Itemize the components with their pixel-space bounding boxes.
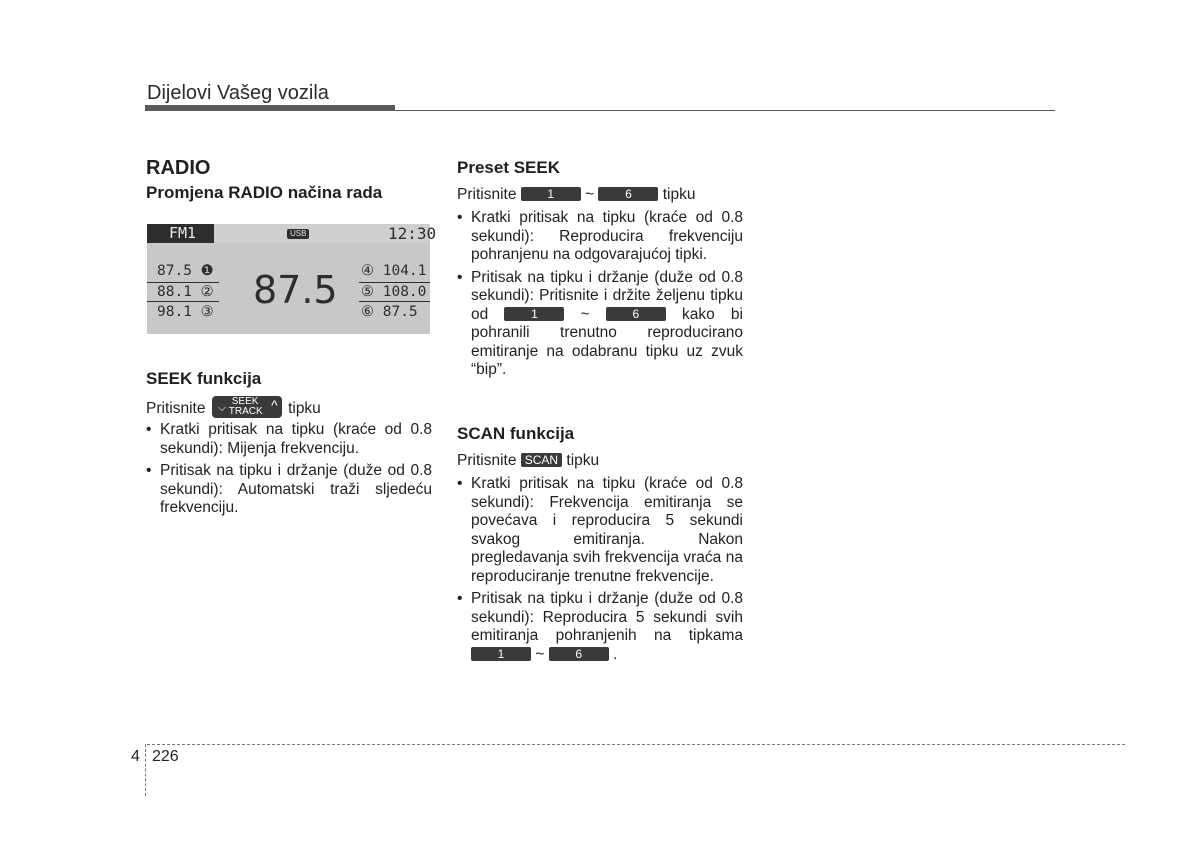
scan-intro — [457, 452, 747, 471]
preset-freq: 88.1 — [157, 284, 192, 300]
preset-number: ③ — [200, 304, 214, 320]
scan-bullets — [457, 475, 743, 668]
list-item — [457, 269, 743, 380]
display-divider — [147, 282, 219, 283]
preset-key-6: 6 — [598, 187, 658, 201]
seek-bullets — [146, 421, 432, 522]
radio-subtitle: Promjena RADIO načina rada — [146, 183, 383, 202]
tilde: ~ — [535, 645, 545, 663]
preset-freq: 87.5 — [382, 304, 418, 320]
list-item: • Pritisak na tipku i držanje (duže od 0.8 sekundi): Automatski traži sljedeću frekvenciju. — [146, 462, 432, 518]
preset-number: ⑤ — [361, 284, 374, 300]
preset-right-5 — [361, 284, 426, 300]
preset-seek-title: Preset SEEK — [457, 158, 560, 177]
header-title: Dijelovi Vašeg vozila — [147, 82, 329, 104]
bullet-text: Pritisak na tipku i držanje (duže od 0.8 sekundi): Pritisnite i držite željenu tipku od — [471, 268, 743, 323]
preset-right-4 — [361, 263, 426, 279]
footer-rule — [147, 744, 1125, 745]
seek-intro — [146, 396, 436, 419]
preset-bullets — [457, 209, 743, 384]
preset-left-1 — [157, 263, 214, 279]
preset-number: ② — [200, 284, 214, 300]
chevron-down-icon: ⌵ — [217, 402, 227, 414]
display-divider — [147, 301, 219, 302]
preset-key-6: 6 — [549, 647, 609, 661]
intro-text: Pritisnite — [457, 452, 517, 469]
preset-right-6 — [361, 304, 418, 320]
preset-freq: 108.0 — [382, 284, 427, 300]
list-item: • Kratki pritisak na tipku (kraće od 0.8 sekundi): Frekvencija emitiranja se povećava i reproducira 5 sekundi svakog emitiranja. Nakon pregledavanja svih frekvencija vraća na reproduciranje trenutne frekvencije. — [457, 475, 743, 586]
list-item: • Kratki pritisak na tipku (kraće od 0.8 sekundi): Reproducira frekvenciju pohranjenu na odgovarajućoj tipki. — [457, 209, 743, 265]
chevron-up-icon: ^ — [271, 397, 278, 413]
intro-text: Pritisnite — [457, 186, 517, 203]
seek-title: SEEK funkcija — [146, 369, 262, 388]
preset-left-2 — [157, 284, 214, 300]
usb-icon: USB — [287, 229, 309, 239]
preset-key-1: 1 — [471, 647, 531, 661]
preset-freq: 104.1 — [382, 263, 427, 279]
header-bar — [145, 105, 395, 111]
intro-text: tipku — [288, 400, 321, 417]
bullet-text: kako bi pohranili trenutno reproducirano emitiranje na odabranu tipku uz zvuk “bip”. — [471, 305, 743, 378]
scan-key: SCAN — [521, 453, 562, 467]
tilde: ~ — [580, 305, 590, 323]
preset-freq: 98.1 — [157, 304, 192, 320]
preset-freq: 87.5 — [157, 263, 192, 279]
page-number: 226 — [152, 748, 179, 765]
radio-title: RADIO — [146, 157, 211, 179]
footer-divider — [145, 744, 146, 796]
intro-text: tipku — [662, 186, 696, 203]
bullet-text: Pritisak na tipku i držanje (duže od 0.8 sekundi): Reproducira 5 sekundi svih emitiranja pohranjenih na tipkama — [471, 590, 743, 644]
header-rule — [395, 110, 1055, 111]
list-item: • Kratki pritisak na tipku (kraće od 0.8 sekundi): Mijenja frekvenciju. — [146, 421, 432, 458]
preset-key-1: 1 — [521, 187, 581, 201]
seek-label: SEEK — [231, 396, 259, 407]
track-label: TRACK — [228, 406, 263, 417]
scan-title: SCAN funkcija — [457, 424, 575, 443]
chapter-number: 4 — [131, 748, 140, 765]
preset-number: ❶ — [200, 263, 214, 279]
bullet-text: . — [613, 645, 618, 663]
preset-number: ⑥ — [361, 304, 374, 320]
preset-key-6: 6 — [606, 307, 666, 321]
intro-text: Pritisnite — [146, 400, 206, 417]
list-item — [457, 590, 743, 664]
band-indicator: FM1 — [147, 224, 214, 243]
preset-intro — [457, 186, 747, 205]
seek-track-key — [212, 396, 282, 418]
intro-text: tipku — [566, 452, 600, 469]
preset-number: ④ — [361, 263, 374, 279]
preset-left-3 — [157, 304, 214, 320]
preset-key-1: 1 — [504, 307, 564, 321]
current-frequency: 87.5 — [253, 268, 338, 312]
display-divider — [359, 282, 430, 283]
radio-display — [147, 224, 437, 334]
tilde: ~ — [585, 186, 595, 203]
clock-display: 12:30 — [388, 224, 437, 243]
display-divider — [359, 301, 430, 302]
